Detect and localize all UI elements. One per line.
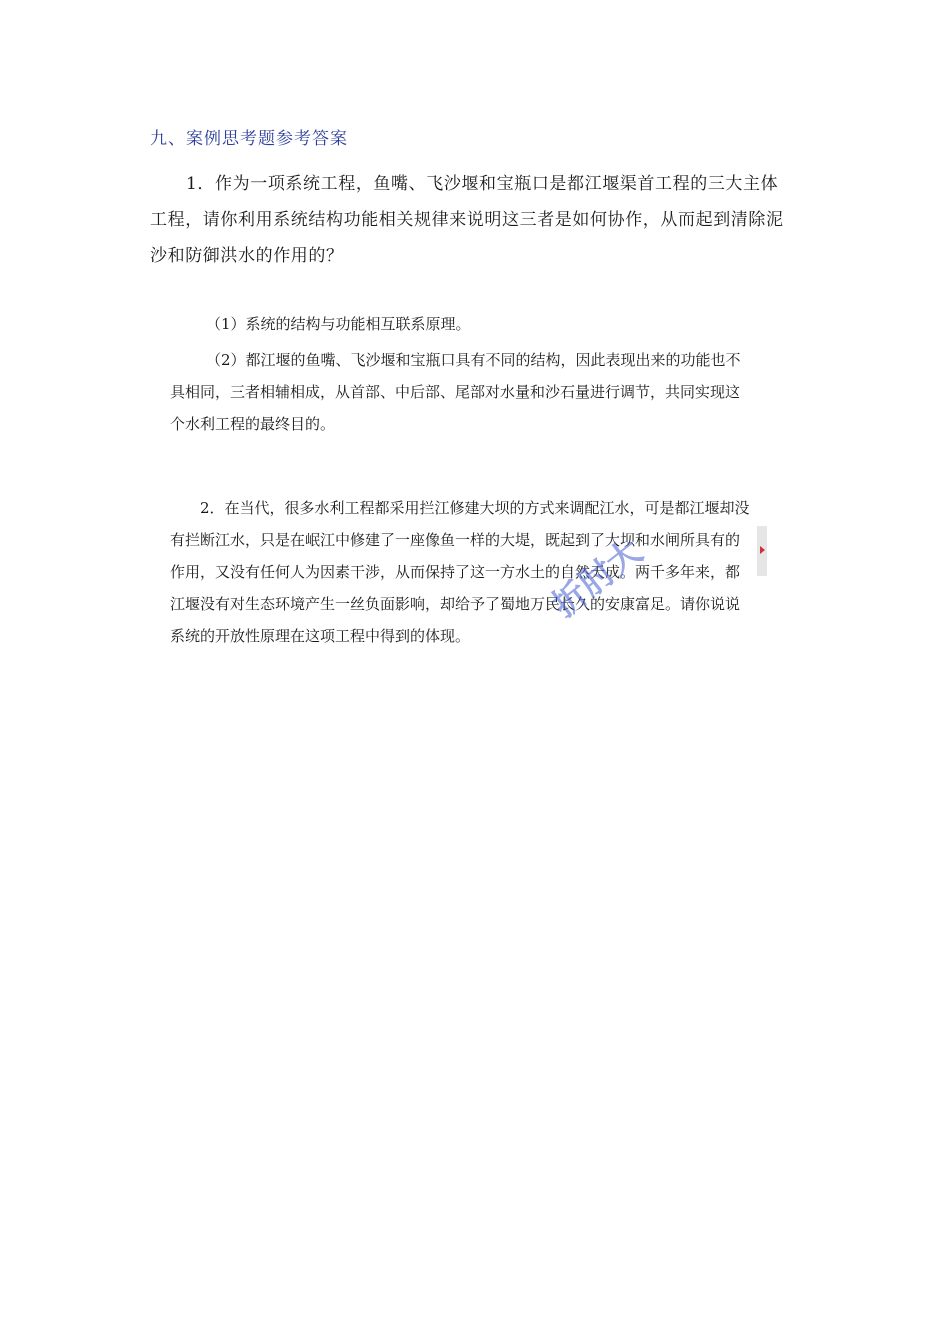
question-1: 1．作为一项系统工程，鱼嘴、飞沙堰和宝瓶口是都江堰渠首工程的三大主体工程，请你利用系统结构功能相关规律来说明这三者是如何协作，从而起到清除泥沙和防御洪水的作用的？: [150, 174, 784, 266]
section-heading: 九、案例思考题参考答案: [150, 129, 348, 149]
side-scroll-marker[interactable]: [757, 526, 767, 576]
answer-1-point-2: （2）都江堰的鱼嘴、飞沙堰和宝瓶口具有不同的结构，因此表现出来的功能也不具相同，三者相辅相成，从首部、中后部、尾部对水量和沙石量进行调节，共同实现这个水利工程的最终目的。: [170, 351, 741, 433]
caret-right-icon: [760, 546, 765, 554]
answer-1-point-1: （1）系统的结构与功能相互联系原理。: [206, 315, 471, 333]
question-2: 2．在当代，很多水利工程都采用拦江修建大坝的方式来调配江水，可是都江堰却没有拦断江水，只是在岷江中修建了一座像鱼一样的大堤，既起到了大坝和水闸所具有的作用，又没有任何人为因素干涉，从而保持了这一方水土的自然天成。两千多年来，都江堰没有对生态环境产生一丝负面影响，却给予了蜀地万民长久的安康富足。请你说说系统的开放性原理在这项工程中得到的体现。: [170, 499, 750, 645]
answer-1: [170, 308, 750, 440]
watermark-stamp: 折肘大: [544, 531, 650, 626]
